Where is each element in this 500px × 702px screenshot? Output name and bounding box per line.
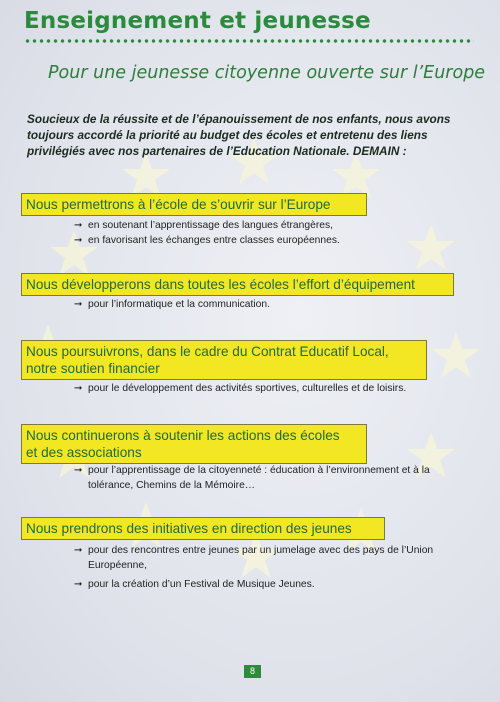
list-item	[74, 544, 492, 573]
bullet-list	[74, 219, 474, 248]
bullet-text: pour la création d’un Festival de Musique Jeunes.	[88, 579, 315, 590]
list-item	[74, 464, 492, 493]
bullet-text: en favorisant les échanges entre classes européennes.	[88, 234, 340, 246]
section-heading-europe	[21, 193, 367, 216]
section-heading-associations	[21, 424, 367, 464]
section-heading-line: notre soutien financier	[26, 361, 160, 376]
section-heading-line: Nous continuerons à soutenir les actions des écoles	[26, 428, 340, 443]
page-number: 8	[244, 665, 261, 678]
intro-line: privilégiés avec nos partenaires de l’Education Nationale. DEMAIN :	[27, 144, 407, 158]
section-heading-line: Nous prendrons des initiatives en direction des jeunes	[26, 521, 352, 536]
list-item	[74, 219, 474, 234]
bullet-text: tolérance, Chemins de la Mémoire…	[88, 479, 256, 491]
list-item	[74, 234, 474, 249]
intro-line: toujours accordé la priorité au budget des écoles et entretenu des liens	[27, 128, 428, 142]
bullet-text: pour l’informatique et la communication.	[88, 299, 271, 310]
page-subtitle: Pour une jeunesse citoyenne ouverte sur l’Europe	[48, 63, 486, 83]
arrow-right-icon: ➞	[74, 545, 83, 556]
list-item	[74, 382, 484, 397]
intro-line: Soucieux de la réussite et de l’épanouissement de nos enfants, nous avons	[27, 112, 451, 126]
intro-paragraph	[27, 111, 482, 159]
bullet-list	[74, 464, 492, 493]
arrow-right-icon: ➞	[74, 234, 83, 246]
title-dotted-rule	[24, 38, 474, 44]
section-heading-financial-support	[21, 340, 427, 380]
bullet-text: en soutenant l’apprentissage des langues étrangères,	[88, 220, 334, 231]
section-heading-equipment	[21, 273, 454, 296]
list-item	[74, 578, 492, 593]
arrow-right-icon: ➞	[74, 465, 83, 476]
bullet-text: pour des rencontres entre jeunes par un jumelage avec des pays de l’Union	[88, 545, 434, 556]
arrow-right-icon: ➞	[74, 299, 83, 310]
bullet-list	[74, 382, 484, 397]
bullet-text: pour le développement des activités sportives, culturelles et de loisirs.	[88, 383, 407, 394]
bullet-text: pour l’apprentissage de la citoyenneté : éducation à l’environnement et à la	[88, 465, 430, 476]
section-heading-line: Nous développerons dans toutes les écoles l’effort d’équipement	[26, 277, 415, 292]
section-heading-line: Nous poursuivrons, dans le cadre du Contrat Educatif Local,	[26, 344, 389, 359]
bullet-text: Européenne,	[88, 559, 147, 571]
section-heading-line: Nous permettrons à l’école de s’ouvrir sur l’Europe	[26, 197, 331, 212]
section-heading-youth	[21, 517, 385, 540]
bullet-list	[74, 298, 474, 313]
bullet-list	[74, 544, 492, 593]
arrow-right-icon: ➞	[74, 220, 83, 231]
section-heading-line: et des associations	[26, 445, 142, 460]
arrow-right-icon: ➞	[74, 383, 83, 394]
arrow-right-icon: ➞	[74, 579, 83, 590]
page-title: Enseignement et jeunesse	[24, 8, 371, 34]
star-icon	[430, 330, 482, 382]
list-item	[74, 298, 474, 313]
